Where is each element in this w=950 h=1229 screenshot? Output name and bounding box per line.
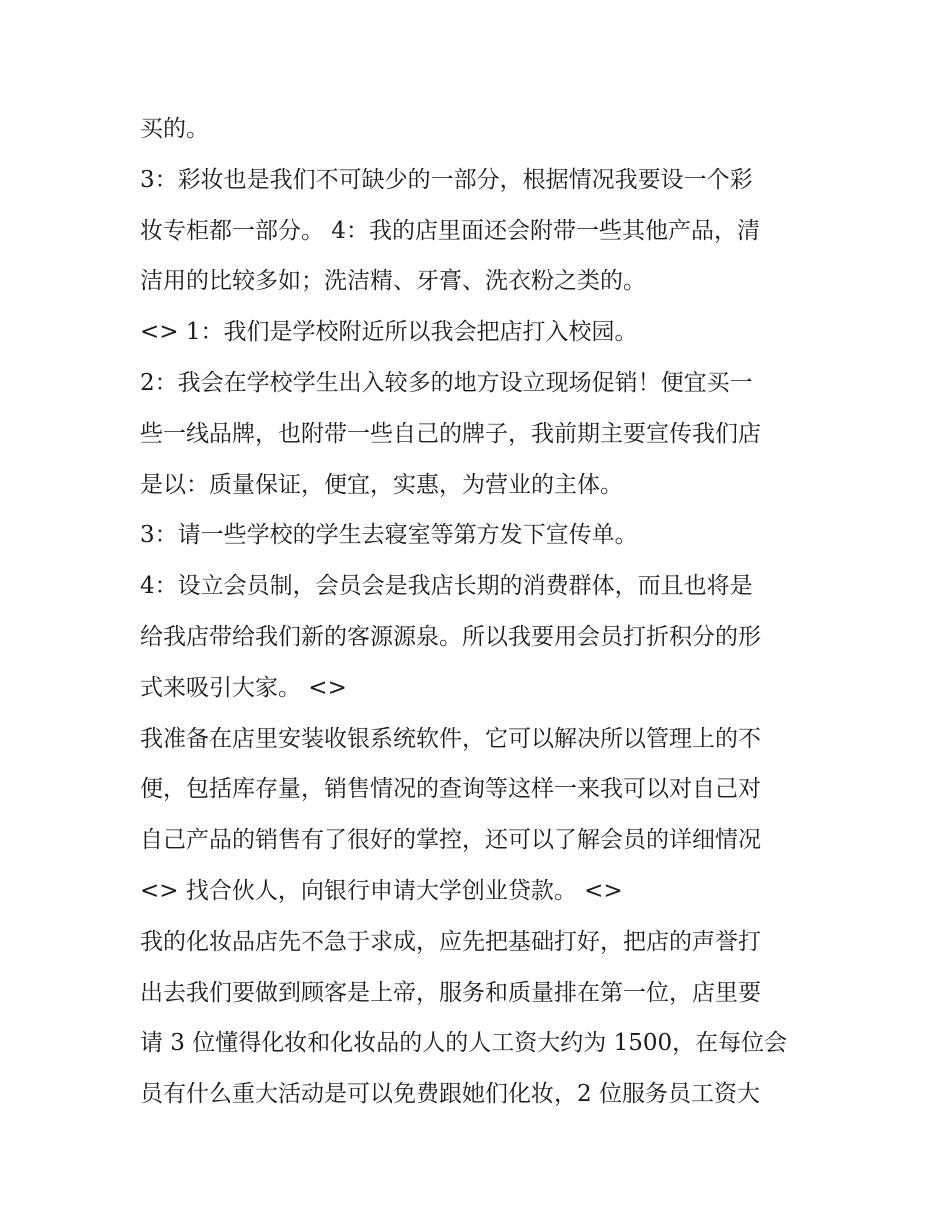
text-line: 自己产品的销售有了很好的掌控，还可以了解会员的详细情况 [140, 827, 761, 854]
text-line: 请 3 位懂得化妆和化妆品的人的人工资大约为 1500，在每位会 [140, 1030, 788, 1057]
document-body [140, 104, 830, 1120]
text-line: 3：彩妆也是我们不可缺少的一部分，根据情况我要设一个彩 [140, 166, 753, 193]
text-line: 员有什么重大活动是可以免费跟她们化妆，2 位服务员工资大 [140, 1081, 760, 1108]
text-line: 出去我们要做到顾客是上帝，服务和质量排在第一位，店里要 [140, 979, 761, 1006]
text-line: 给我店带给我们新的客源源泉。所以我要用会员打折积分的形 [140, 623, 761, 650]
text-line: 式来吸引大家。 <> [140, 674, 347, 701]
text-line: 便，包括库存量，销售情况的查询等这样一来我可以对自己对 [140, 776, 761, 803]
text-line: 2：我会在学校学生出入较多的地方设立现场促销！便宜买一 [140, 369, 753, 396]
text-line: 买的。 [140, 116, 209, 142]
text-line: <> 1：我们是学校附近所以我会把店打入校园。 [140, 319, 638, 346]
text-line: 我准备在店里安装收银系统软件，它可以解决所以管理上的不 [140, 725, 761, 752]
text-line: 些一线品牌，也附带一些自己的牌子，我前期主要宣传我们店 [140, 420, 761, 447]
text-line: 我的化妆品店先不急于求成，应先把基础打好，把店的声誉打 [140, 928, 761, 955]
text-line: 妆专柜都一部分。 4：我的店里面还会附带一些其他产品，清 [140, 217, 760, 244]
text-line: <> 找合伙人，向银行申请大学创业贷款。 <> [140, 877, 623, 904]
text-line: 3：请一些学校的学生去寝室等第方发下宣传单。 [140, 522, 638, 549]
text-line: 4：设立会员制，会员会是我店长期的消费群体，而且也将是 [140, 573, 753, 600]
text-line: 洁用的比较多如；洗洁精、牙膏、洗衣粉之类的。 [140, 268, 646, 295]
text-line: 是以：质量保证，便宜，实惠，为营业的主体。 [140, 471, 623, 498]
